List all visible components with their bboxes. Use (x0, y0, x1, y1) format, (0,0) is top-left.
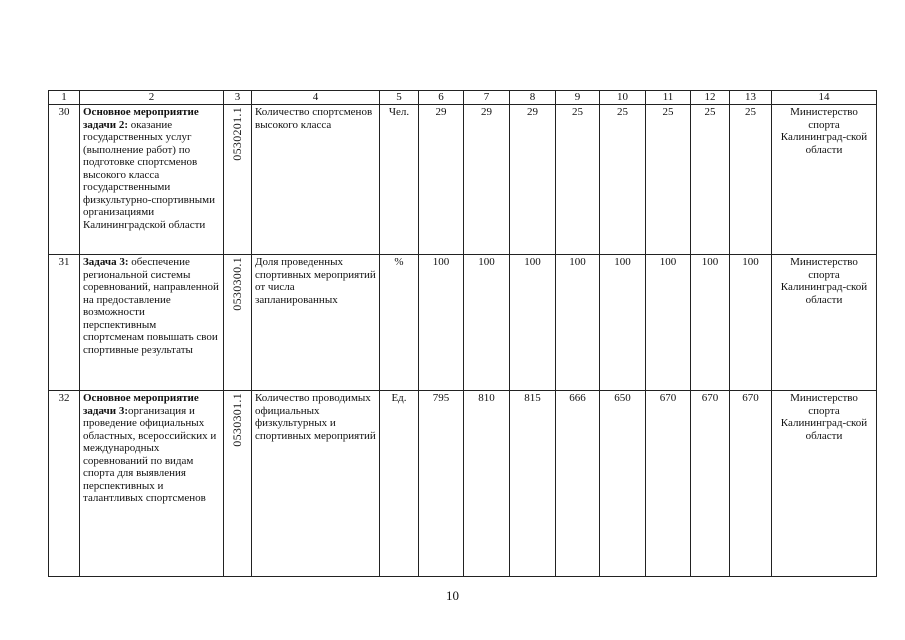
activity-name-text: обеспечение региональной системы соревнований, направленной на предоставление возможности перспективным спортсменам повышать свои спортивные результаты (83, 256, 219, 356)
value-cell: 810 (464, 391, 510, 577)
unit-cell: % (380, 255, 419, 391)
value-cell: 29 (419, 105, 464, 255)
value-cell: 25 (730, 105, 772, 255)
header-cell: 5 (380, 91, 419, 105)
responsible-cell: Министерство спорта Калининград-ской области (772, 255, 877, 391)
row-number: 31 (49, 255, 80, 391)
value-cell: 29 (464, 105, 510, 255)
header-cell: 12 (691, 91, 730, 105)
activity-code-text: 0530301.1 (230, 393, 245, 447)
value-cell: 815 (510, 391, 556, 577)
activity-name (80, 391, 224, 577)
value-cell: 666 (556, 391, 600, 577)
header-cell: 2 (80, 91, 224, 105)
table-row (49, 391, 877, 577)
responsible-cell: Министерство спорта Калининград-ской области (772, 391, 877, 577)
activity-name (80, 255, 224, 391)
activity-name-text: организация и проведение официальных областных, всероссийских и международных соревнований по видам спорта для выявления перспективных и талантливых спортсменов (83, 404, 217, 504)
value-cell: 650 (600, 391, 646, 577)
indicator-name: Количество спортсменов высокого класса (252, 105, 380, 255)
value-cell: 100 (691, 255, 730, 391)
unit-cell: Ед. (380, 391, 419, 577)
indicator-name: Доля проведенных спортивных мероприятий от числа запланированных (252, 255, 380, 391)
header-cell: 6 (419, 91, 464, 105)
activity-code (224, 105, 252, 255)
value-cell: 25 (646, 105, 691, 255)
activity-name (80, 105, 224, 255)
table-row (49, 105, 877, 255)
activity-name-text: оказание государственных услуг (выполнение работ) по подготовке спортсменов высокого класса государственными физкультурно-спортивными организациями Калининградской области (83, 118, 215, 231)
header-cell: 7 (464, 91, 510, 105)
row-number: 30 (49, 105, 80, 255)
value-cell: 100 (464, 255, 510, 391)
activity-code-text: 0530300.1 (230, 257, 245, 311)
header-cell: 4 (252, 91, 380, 105)
indicator-name: Количество проводимых официальных физкультурных и спортивных мероприятий (252, 391, 380, 577)
indicators-table (48, 90, 877, 577)
activity-name-bold: Задача 3: (83, 256, 129, 268)
value-cell: 100 (646, 255, 691, 391)
header-cell: 9 (556, 91, 600, 105)
value-cell: 29 (510, 105, 556, 255)
value-cell: 25 (691, 105, 730, 255)
page-number: 10 (446, 588, 459, 603)
table-row (49, 255, 877, 391)
activity-name-bold: Основное мероприятие задачи 2: (83, 106, 199, 131)
value-cell: 100 (510, 255, 556, 391)
header-cell: 10 (600, 91, 646, 105)
header-cell: 8 (510, 91, 556, 105)
header-cell: 1 (49, 91, 80, 105)
header-cell: 13 (730, 91, 772, 105)
value-cell: 100 (556, 255, 600, 391)
activity-name-bold: Основное мероприятие задачи 3: (83, 392, 199, 417)
row-number: 32 (49, 391, 80, 577)
activity-code (224, 255, 252, 391)
value-cell: 670 (646, 391, 691, 577)
responsible-cell: Министерство спорта Калининград-ской области (772, 105, 877, 255)
header-cell: 14 (772, 91, 877, 105)
value-cell: 670 (730, 391, 772, 577)
value-cell: 100 (600, 255, 646, 391)
value-cell: 795 (419, 391, 464, 577)
header-cell: 11 (646, 91, 691, 105)
value-cell: 670 (691, 391, 730, 577)
header-row (49, 91, 877, 105)
activity-code-text: 0530201.1 (230, 107, 245, 161)
activity-code (224, 391, 252, 577)
value-cell: 25 (600, 105, 646, 255)
value-cell: 100 (730, 255, 772, 391)
value-cell: 100 (419, 255, 464, 391)
header-cell: 3 (224, 91, 252, 105)
value-cell: 25 (556, 105, 600, 255)
unit-cell: Чел. (380, 105, 419, 255)
